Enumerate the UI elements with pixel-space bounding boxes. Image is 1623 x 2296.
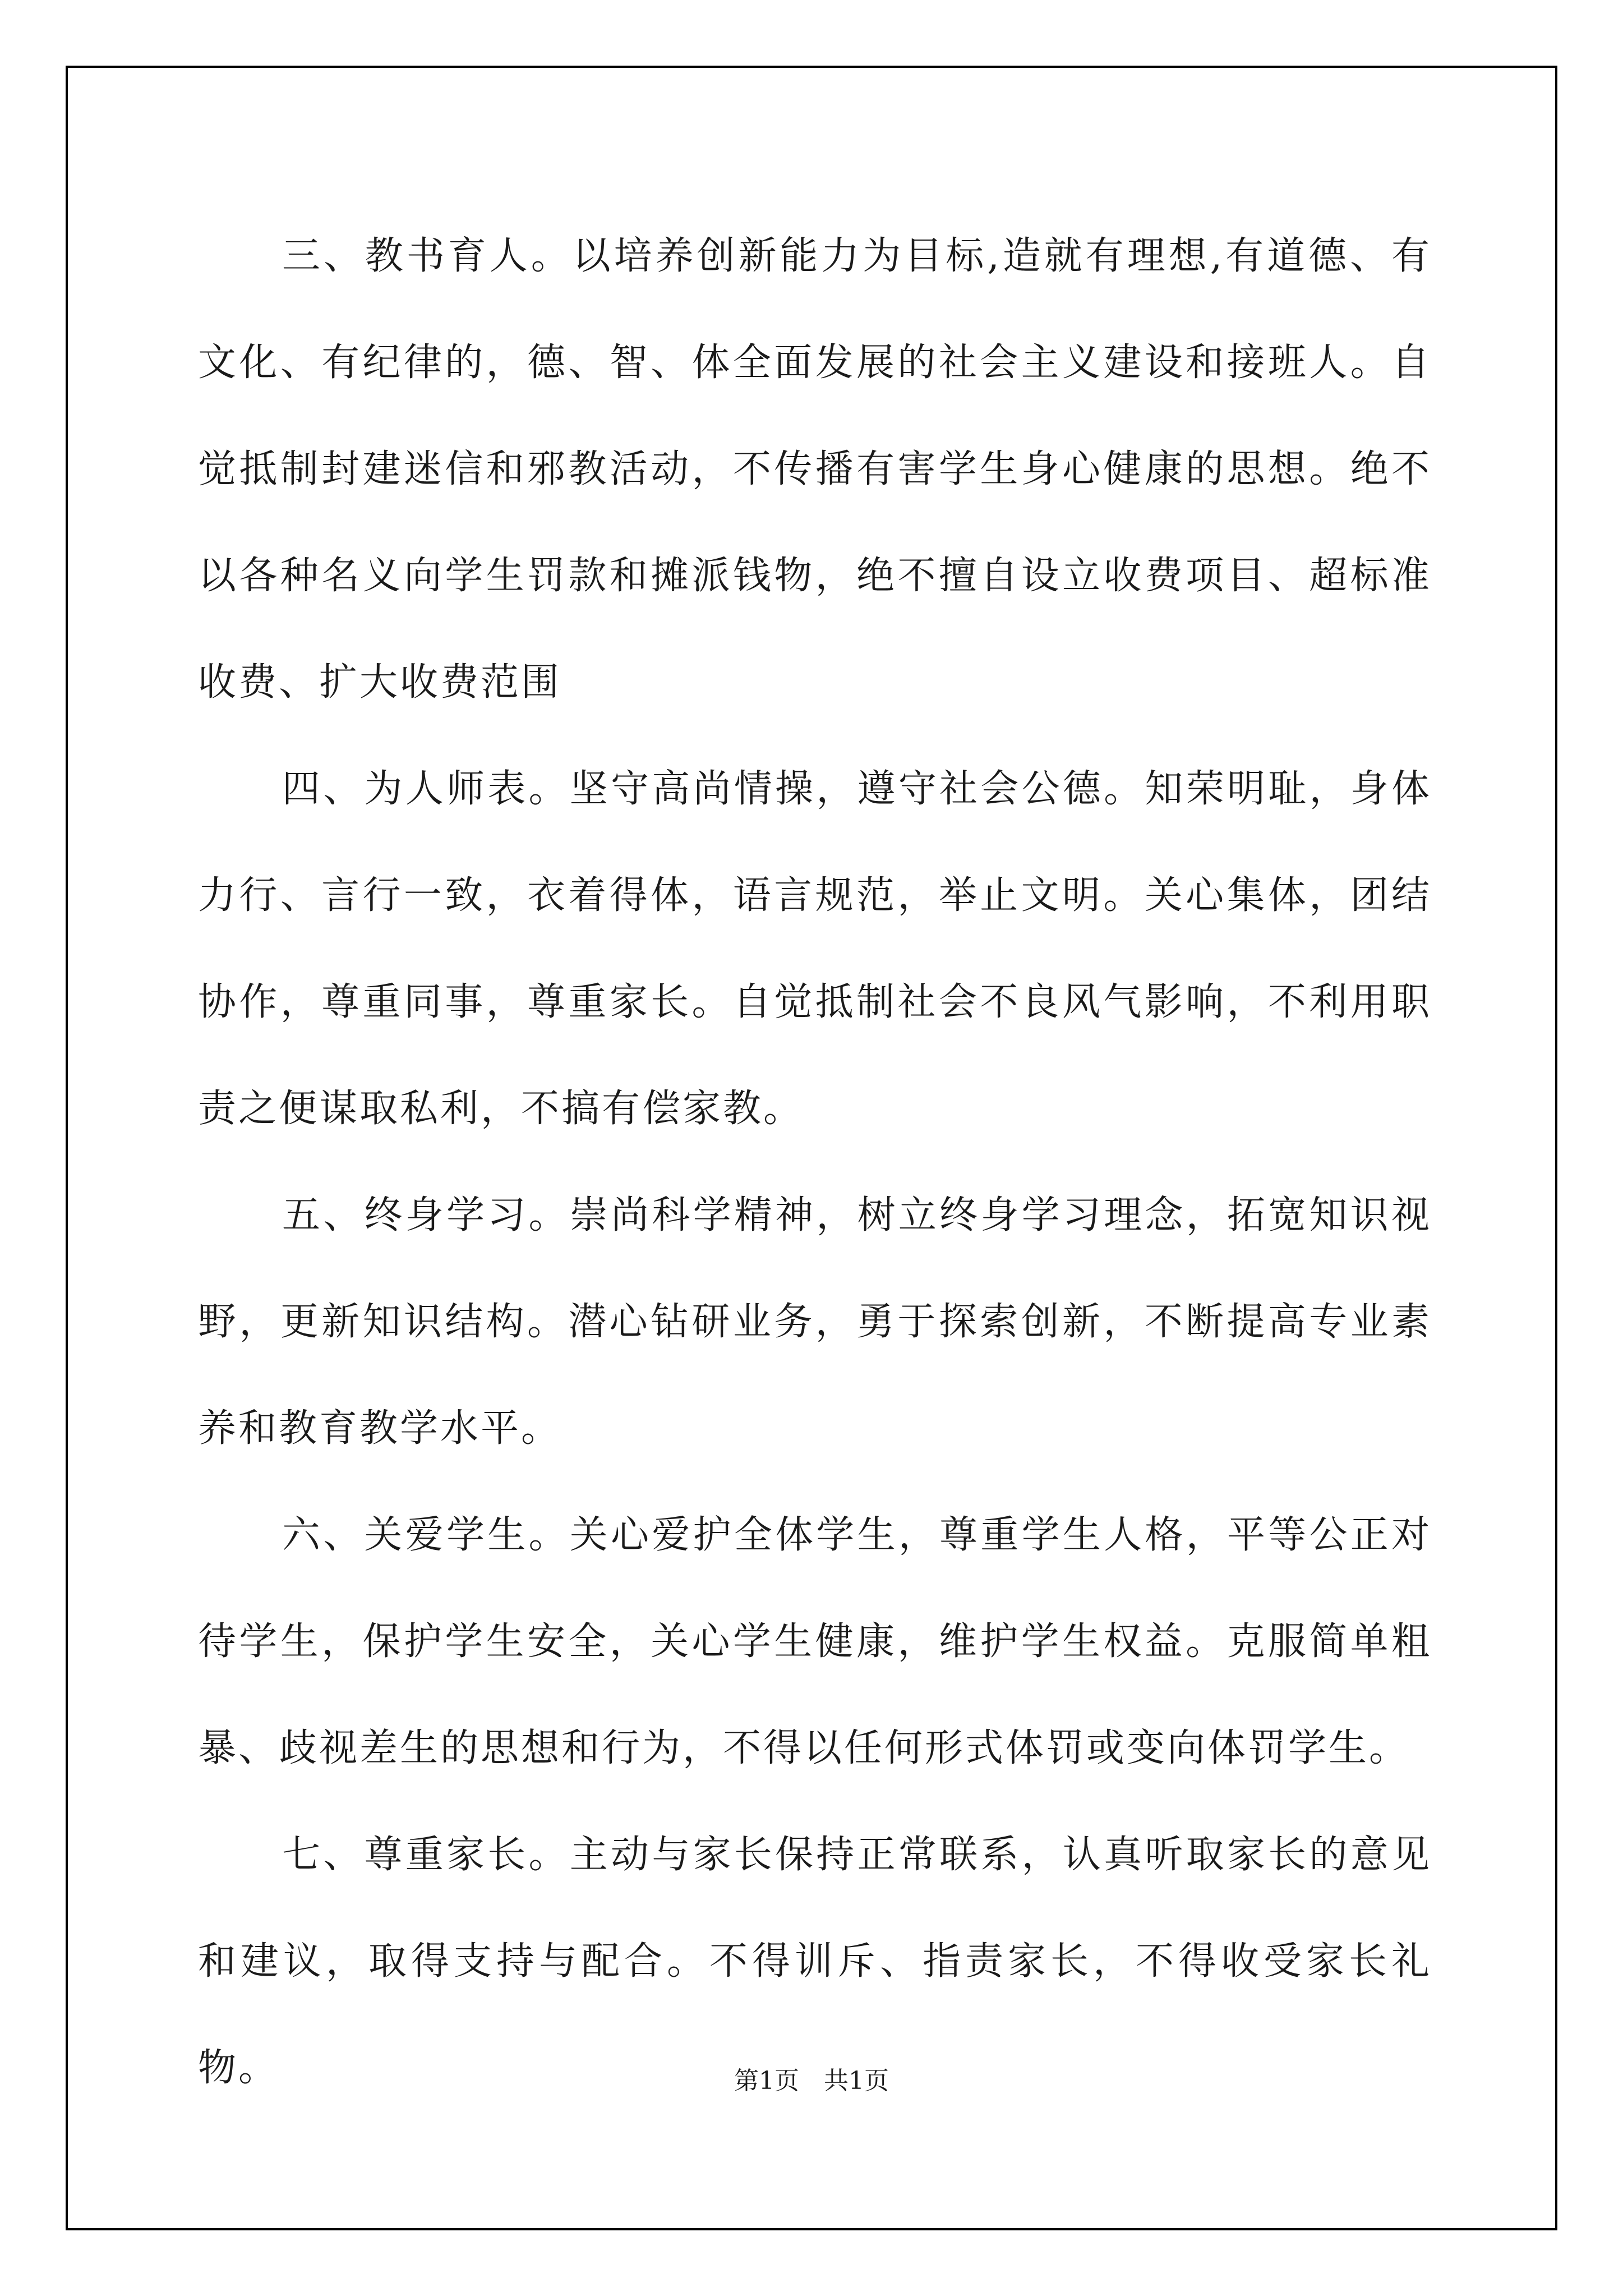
paragraph-respect-parents: 七、尊重家长。主动与家长保持正常联系，认真听取家长的意见和建议，取得支持与配合。不得训斥、指责家长，不得收受家长礼物。 (198, 1833, 1432, 2090)
paragraph-care-students: 六、关爱学生。关心爱护全体学生，尊重学生人格，平等公正对待学生，保护学生安全，关心学生健康，维护学生权益。克服简单粗暴、歧视差生的思想和行为，不得以任何形式体罚或变向体罚学生。 (198, 1513, 1432, 1770)
paragraph-role-model: 四、为人师表。坚守高尚情操，遵守社会公德。知荣明耻，身体力行、言行一致，衣着得体，语言规范，举止文明。关心集体，团结协作，尊重同事，尊重家长。自觉抵制社会不良风气影响，不利用职责之便谋取私利，不搞有偿家教。 (198, 767, 1432, 1131)
document-body (198, 203, 1432, 2122)
paragraph-teaching: 三、教书育人。以培养创新能力为目标,造就有理想,有道德、有文化、有纪律的，德、智、体全面发展的社会主义建设和接班人。自觉抵制封建迷信和邪教活动，不传播有害学生身心健康的思想。绝不以各种名义向学生罚款和摊派钱物，绝不擅自设立收费项目、超标准收费、扩大收费范围 (198, 234, 1432, 705)
page-number-footer: 第1页 共1页 (734, 2067, 889, 2095)
paragraph-lifelong-learning: 五、终身学习。崇尚科学精神，树立终身学习理念，拓宽知识视野，更新知识结构。潜心钻研业务，勇于探索创新，不断提高专业素养和教育教学水平。 (198, 1193, 1432, 1451)
